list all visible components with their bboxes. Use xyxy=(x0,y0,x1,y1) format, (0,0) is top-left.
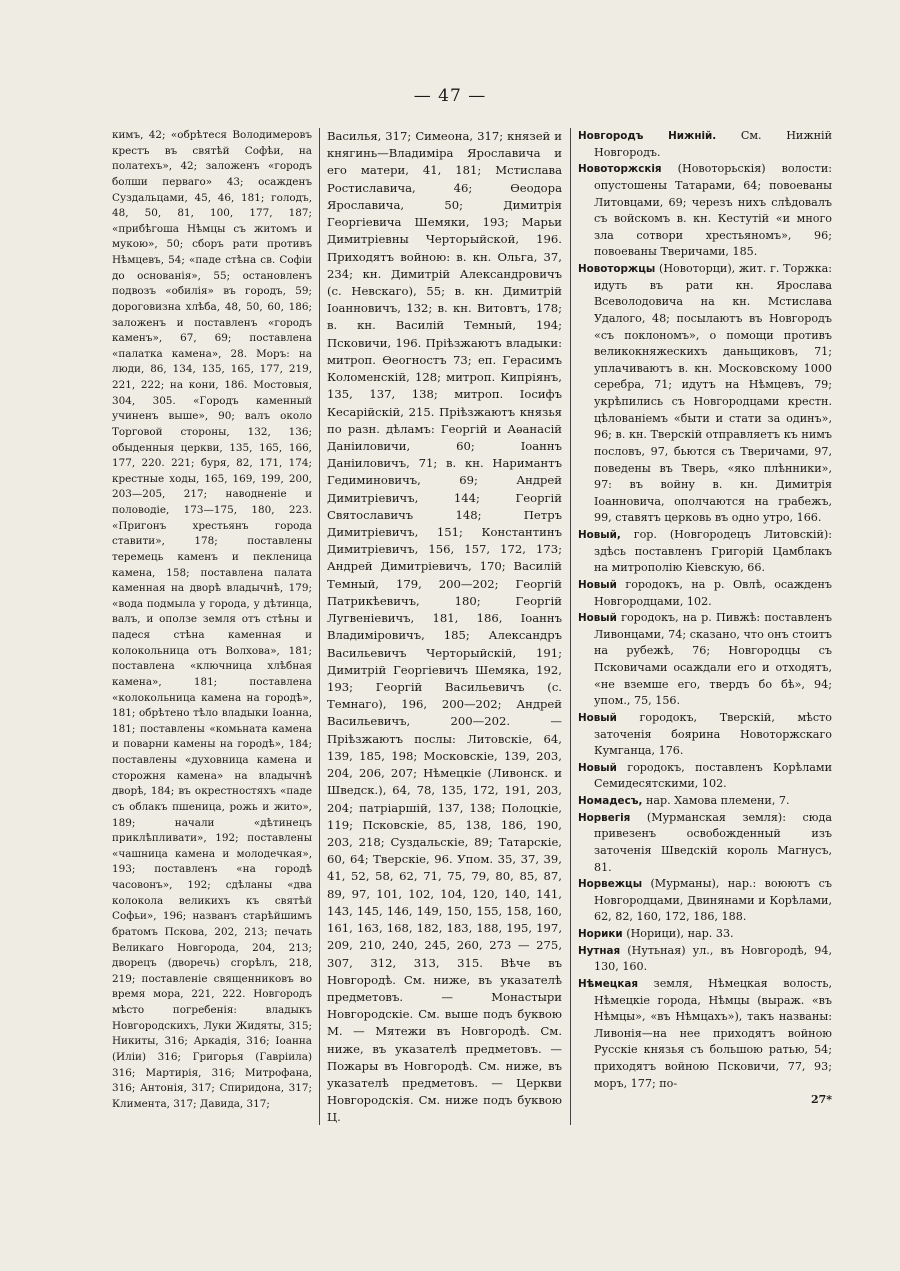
text-column-left xyxy=(112,128,312,1112)
column-text: кимъ, 42; «обрѣтеся Володимеровъ крестъ въ святѣй Софѣи, на полатехъ», 42; заложенъ «городъ болши перваго» 43; осажденъ Суздальцами, 45, 46, 181; голодъ, 48, 50, 81, 100, 177, 187; «прибѣгоша Нѣмцы съ житомъ и мукою», 50; сборъ рати противъ Нѣмцевъ, 54; «паде стѣна св. Софіи до основанія», 55; остановленъ подвозъ «обилія» въ городъ, 59; дороговизна хлѣба, 48, 50, 60, 186; заложенъ и поставленъ «городъ каменъ», 67, 69; поставлена «палатка камена», 28. Моръ: на люди, 86, 134, 135, 165, 177, 219, 221, 222; на кони, 186. Мостовыя, 304, 305. «Городъ каменный учиненъ выше», 90; валъ около Торговой стороны, 132, 136; обыденныя церкви, 135, 165, 166, 177, 220. 221; буря, 82, 171, 174; крестные ходы, 165, 169, 199, 200, 203—205, 217; наводненіе и половодіе, 173—175, 180, 223. «Пригонъ хрестьянъ города ставити», 178; поставлены теремець каменъ и пекленица камена, 158; поставлена палата каменная на дворѣ владычнѣ, 179; «вода подмыла у города, у дѣтинца, валъ, и оползе земля отъ стѣны и падеся стѣна каменная и колокольница отъ Волхова», 181; поставлена «ключница хлѣбная камена», 181; поставлена «колокольница камена на городѣ», 181; обрѣтено тѣло владыки Іоанна, 181; поставлены «комьната камена и поварни камены на городѣ», 184; поставлены «духовница камена и сторожня камена» на владычнѣ дворѣ, 184; въ окрестностяхъ «паде съ облакъ пшеница, рожь и жито», 189; начали «дѣтинецъ приклѣпливати», 192; поставлены «чашница камена и молодечкая», 193; поставленъ «на городѣ часовонъ», 192; сдѣланы «два колокола великихъ къ святѣй Софьи», 196; названъ старѣйшимъ братомъ Пскова, 202, 213; печать Великаго Новгорода, 204, 213; дворецъ (дворечь) сгорѣлъ, 218, 219; поставленіе священниковъ во время мора, 221, 222. Новгородъ мѣсто погребенія: владыкъ Новгородскихъ, Луки Жидяты, 315; Никиты, 316; Аркадія, 316; Іоанна (Иліи) 316; Григорья (Гавріила) 316; Мартирія, 316; Митрофана, 316; Антонія, 317; Спиридона, 317; Климента, 317; Давида, 317; xyxy=(112,129,312,1110)
entry-headword: Новоторжцы xyxy=(578,263,656,275)
index-entry xyxy=(578,527,832,577)
entry-text: городокъ, на р. Пивжѣ: поставленъ Ливонцами, 74; сказано, что онъ стоитъ на рубежѣ, 76; Новгородцы съ Псковичами осаждали его и отходятъ, «не вземше его, твердъ бо бѣ», 94; упом., 75, 156. xyxy=(594,611,833,708)
index-entry xyxy=(578,128,832,161)
entry-text: (Мурманы), нар.: воюютъ съ Новгородцами, Двинянами и Корѣлами, 62, 82, 160, 172, 186, 188. xyxy=(594,877,832,924)
index-entry xyxy=(578,161,832,261)
entry-text: (Новоторьскія) волости: опустошены Татарами, 64; повоеваны Литовцами, 69; черезъ нихъ слѣдовалъ съ войскомъ в. кн. Кестутій «и много зла сотвори хрестьяномъ», 96; повоеваны Тверичами, 185. xyxy=(594,162,833,259)
entry-headword: Норвежцы xyxy=(578,878,643,891)
entry-text: (Новоторци), жит. г. Торжка: идуть въ рати кн. Ярослава Всеволодовича на кн. Мстислава Удалого, 48; посылаютъ въ Новгородъ «съ поклономъ», о помощи противъ великокняжескихъ даньщиковъ, 71; уплачиваютъ в. кн. Московскому 1000 серебра, 71; идутъ на Нѣмцевъ, 79; укрѣпились съ Новгородцами крестн. цѣлованіемъ «быти и стати за одинъ», 96; в. кн. Тверскій отправляетъ къ нимъ пословъ, 97, бьются съ Тверичами, 97, поведены въ Тверь, «яко плѣнники», 97: въ войну в. кн. Димитрія Іоанновича, ополчаются на грабежъ, 99, ставятъ церковь въ одно утро, 166. xyxy=(594,262,833,525)
index-entry xyxy=(578,976,832,1092)
entry-headword: Новый xyxy=(578,578,617,591)
entry-text: (Мурманская земля): сюда привезенъ освобожденный изъ заточенія Шведскій король Магнусъ, 81. xyxy=(594,810,832,874)
entry-text: См. Нижній Новгородъ. xyxy=(594,129,833,159)
index-entry xyxy=(578,760,832,793)
entry-headword: Норвегія xyxy=(578,811,631,824)
index-entry xyxy=(578,926,832,943)
entry-text: (Нутьная) ул., въ Новгородѣ, 94, 130, 160. xyxy=(594,943,832,974)
text-column-middle xyxy=(327,128,562,1127)
index-entry xyxy=(578,876,832,926)
entry-headword: Новый, xyxy=(578,529,621,541)
index-entry xyxy=(578,261,832,527)
signature-mark: 27* xyxy=(810,1093,832,1107)
entry-headword: Новый xyxy=(578,612,617,625)
index-entry xyxy=(578,793,832,810)
entry-headword: Новоторжскія xyxy=(578,163,662,176)
entry-headword: Новый xyxy=(578,761,617,774)
index-entry xyxy=(578,710,832,760)
page-number: — 47 — xyxy=(413,86,487,106)
entry-text: городокъ, Тверскій, мѣсто заточенія боярина Новоторжскаго Кумганца, 176. xyxy=(594,710,832,758)
index-entry xyxy=(578,577,832,610)
column-divider-right xyxy=(570,128,571,1125)
entry-headword: Нѣмецкая xyxy=(578,977,639,990)
entry-text: нар. Хамова племени, 7. xyxy=(645,794,790,807)
entry-headword: Норики xyxy=(578,928,623,940)
entry-headword: Новгородъ Нижній. xyxy=(578,130,717,142)
index-entry xyxy=(578,610,832,710)
column-text: Василья, 317; Симеона, 317; князей и княгинь—Владиміра Ярославича и его матери, 41, 181; Мстислава Ростиславича, 46; Ѳеодора Ярославича, 50; Димитрія Георгіевича Шемяки, 193; Марьи Димитріевны Черторыйской, 196. Приходятъ войною: в. кн. Ольга, 37, 234; кн. Димитрій Александровичъ (с. Невскаго), 55; в. кн. Димитрій Іоанновичъ, 132; в. кн. Витовтъ, 178; в. кн. Василій Темный, 194; Псковичи, 196. Пріѣзжаютъ владыки: митроп. Ѳеогностъ 73; еп. Герасимъ Коломенскій, 128; митроп. Кипріянъ, 135, 137, 138; митроп. Іосифъ Кесарійскій, 215. Пріѣзжаютъ князья по разн. дѣламъ: Георгій и Аѳанасій Даніиловичи, 60; Іоаннъ Даніиловичъ, 71; в. кн. Наримантъ Гедиминовичъ, 69; Андрей Димитріевичъ, 144; Георгій Святославичъ 148; Петръ Димитріевичъ, 151; Константинъ Димитріевичъ, 156, 157, 172, 173; Андрей Димитріевичъ, 170; Василій Темный, 179, 200—202; Георгій Патрикѣевичъ, 180; Георгій Лугвеніевичъ, 181, 186, Іоаннъ Владиміровичъ, 185; Александръ Васильевичъ Черторыйскій, 191; Димитрій Георгіевичъ Шемяка, 192, 193; Георгій Васильевичъ (с. Темнаго), 196, 200—202; Андрей Васильевичъ, 200—202. — Пріѣзжаютъ послы: Литовскіе, 64, 139, 185, 198; Московскіе, 139, 203, 204, 206, 207; Нѣмецкіе (Ливонск. и Шведск.), 64, 78, 135, 172, 191, 203, 204; патріаршій, 137, 138; Полоцкіе, 119; Псковскіе, 85, 138, 186, 190, 203, 218; Суздальскіе, 89; Татарскіе, 60, 64; Тверскіе, 96. Упом. 35, 37, 39, 41, 52, 58, 62, 71, 75, 79, 80, 85, 87, 89, 97, 101, 102, 104, 120, 140, 141, 143, 145, 146, 149, 150, 155, 158, 160, 161, 163, 168, 182, 183, 188, 195, 197, 209, 210, 240, 245, 260, 273 — 275, 307, 312, 313, 315. Вѣче въ Новгородѣ. См. ниже, въ указателѣ предметовъ. — Монастыри Новгородскіе. См. выше подъ буквою М. — Мятежи въ Новгородѣ. См. ниже, въ указателѣ предметовъ. — Пожары въ Новгородѣ. См. ниже, въ указателѣ предметовъ. — Церкви Новгородскія. См. ниже подъ буквою Ц. xyxy=(327,129,562,1125)
entry-headword: Номадесъ, xyxy=(578,795,643,807)
entry-text: городокъ, на р. Овлѣ, осажденъ Новгородцами, 102. xyxy=(594,577,832,608)
entry-text: (Норици), нар. 33. xyxy=(626,927,734,940)
index-entry xyxy=(578,810,832,877)
entry-text: гор. (Новгородецъ Литовскій): здѣсь поставленъ Григорій Цамблакъ на митрополію Кіевскую, 66. xyxy=(594,528,832,575)
entry-headword: Нутная xyxy=(578,944,621,957)
column-divider-left xyxy=(319,128,320,1125)
entry-text: городокъ, поставленъ Корѣлами Семидесятскими, 102. xyxy=(594,760,833,791)
text-column-right xyxy=(578,128,832,1106)
entry-headword: Новый xyxy=(578,711,617,724)
entry-text: земля, Нѣмецкая волость, Нѣмецкіе города, Нѣмцы (выраж. «въ Нѣмцы», «въ Нѣмцахъ»), такъ названы: Ливонія—на нее приходятъ войною Русскіе князья съ большою ратью, 54; приходятъ войною Псковичи, 77, 93; моръ, 177; по- xyxy=(594,976,832,1090)
index-entry xyxy=(578,943,832,976)
